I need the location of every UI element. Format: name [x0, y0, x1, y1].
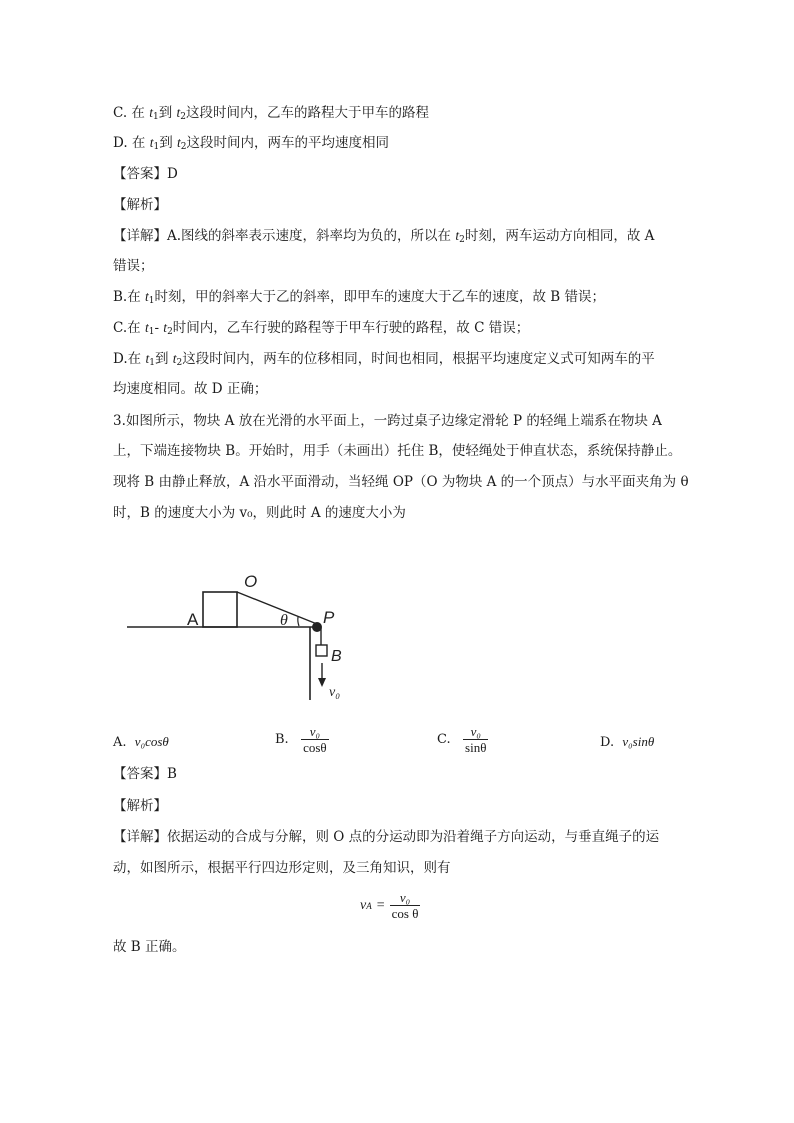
var-t: t: [149, 135, 154, 150]
text: B.在: [113, 289, 146, 305]
eq-frac: [390, 890, 421, 921]
eq-lhs: v: [360, 897, 367, 913]
sub: 1: [149, 358, 155, 368]
detail-2a: 【详解】依据运动的合成与分解，则 O 点的分运动即为沿着绳子方向运动，与垂直绳子的运: [113, 829, 660, 845]
question-3-line-2: 上，下端连接物块 B。开始时，用手（未画出）托住 B，使轻绳处于伸直状态，系统保持静止。: [113, 443, 682, 459]
choice-d: [600, 732, 654, 753]
label-p: P: [323, 608, 335, 627]
frac-den: sinθ: [465, 740, 487, 755]
text: C.在: [113, 320, 145, 336]
text: 时间内，乙车行驶的路程等于甲车行驶的路程，故 C 错误；: [172, 320, 530, 336]
frac-num: v₀: [470, 724, 481, 739]
sub: 1: [153, 112, 159, 122]
frac-num: v₀: [309, 724, 321, 739]
sub: 2: [459, 235, 465, 245]
frac-den: cosθ: [303, 740, 327, 755]
sub: 2: [180, 142, 187, 152]
sub: 1: [148, 296, 155, 306]
answer-1: 【答案】D: [113, 166, 178, 182]
text: 时刻，两车运动方向相同，故 A: [464, 228, 655, 244]
var-t: t: [145, 289, 149, 304]
text: 这段时间内，两车的平均速度相同: [186, 135, 390, 151]
var-t: t: [176, 105, 181, 120]
detail-1b: 错误；: [113, 258, 154, 274]
eq-lhs-sub: A: [366, 900, 372, 911]
text: -: [154, 320, 164, 336]
text: 到: [159, 135, 178, 151]
eq-sign: =: [376, 897, 385, 913]
var-t: t: [177, 135, 181, 150]
detail-1a: [113, 226, 654, 250]
detail-1c: [113, 287, 605, 311]
answer-2: 【答案】B: [113, 766, 177, 782]
question-3-line-4: 时，B 的速度大小为 v₀，则此时 A 的速度大小为: [113, 505, 406, 521]
block-a: [203, 592, 237, 627]
choice-expr: v₀cosθ: [134, 734, 169, 749]
var-t: t: [455, 228, 460, 243]
sub: 2: [180, 112, 187, 122]
choice-expr: v₀sinθ: [622, 734, 655, 749]
block-b: [316, 645, 327, 656]
arrow-head: [318, 678, 326, 687]
var-t: t: [172, 351, 177, 366]
choice-label: A.: [113, 735, 127, 750]
label-o: O: [244, 572, 258, 591]
var-t: t: [163, 320, 168, 335]
var-t: t: [145, 351, 150, 366]
sub: 2: [176, 358, 183, 368]
sub: 2: [167, 327, 173, 337]
angle-arc: [298, 617, 299, 626]
choice-label: C.: [437, 732, 451, 747]
choice-label: D.: [600, 735, 615, 750]
var-t: t: [149, 105, 153, 120]
detail-1e: [113, 349, 655, 373]
equation: [360, 890, 420, 921]
text: 【详解】A.图线的斜率表示速度，斜率均为负的，所以在: [113, 228, 456, 244]
choice-frac: [301, 724, 329, 755]
choice-label: B.: [275, 732, 289, 747]
detail-1f: 均速度相同。故 D 正确；: [113, 381, 268, 397]
text: 时刻，甲的斜率大于乙的斜率，即甲车的速度大于乙车的速度，故 B 错误；: [154, 289, 606, 305]
option-d-line: [113, 133, 389, 157]
frac-den: cos θ: [391, 906, 419, 921]
text: 这段时间内，两车的位移相同，时间也相同，根据平均速度定义式可知两车的平: [182, 351, 655, 367]
sub: 1: [148, 327, 155, 337]
text: 这段时间内，乙车的路程大于甲车的路程: [186, 105, 430, 121]
choice-b: [275, 724, 329, 755]
sub: 1: [153, 142, 160, 152]
option-c-line: [113, 103, 429, 127]
label-b: B: [331, 648, 342, 665]
var-t: t: [144, 320, 149, 335]
question-3-line-3: 现将 B 由静止释放，A 沿水平面滑动，当轻绳 OP（O 为物块 A 的一个顶点）与水平面夹角为 θ: [113, 474, 689, 490]
rope-op: [237, 592, 317, 624]
analysis-2: 【解析】: [113, 798, 167, 814]
pulley-diagram: [125, 565, 365, 705]
choice-a: [113, 732, 169, 753]
analysis-1: 【解析】: [113, 197, 167, 213]
label-v0: v₀: [329, 685, 341, 700]
choice-frac: [463, 724, 488, 755]
conclusion: 故 B 正确。: [113, 939, 186, 955]
frac-num: v₀: [399, 890, 411, 905]
detail-2b: 动，如图所示，根据平行四边形定则，及三角知识，则有: [113, 860, 451, 876]
question-3-line-1: 3.如图所示，物块 A 放在光滑的水平面上，一跨过桌子边缘定滑轮 P 的轻绳上端系在物块 A: [113, 413, 662, 429]
label-a: A: [187, 610, 199, 629]
label-theta: θ: [280, 612, 288, 629]
text: D. 在: [113, 135, 150, 151]
detail-1d: [113, 318, 529, 342]
text: D.在: [113, 351, 146, 367]
choice-c: [437, 724, 488, 755]
text: C. 在: [113, 105, 150, 121]
text: 到: [158, 105, 177, 121]
text: 到: [154, 351, 173, 367]
